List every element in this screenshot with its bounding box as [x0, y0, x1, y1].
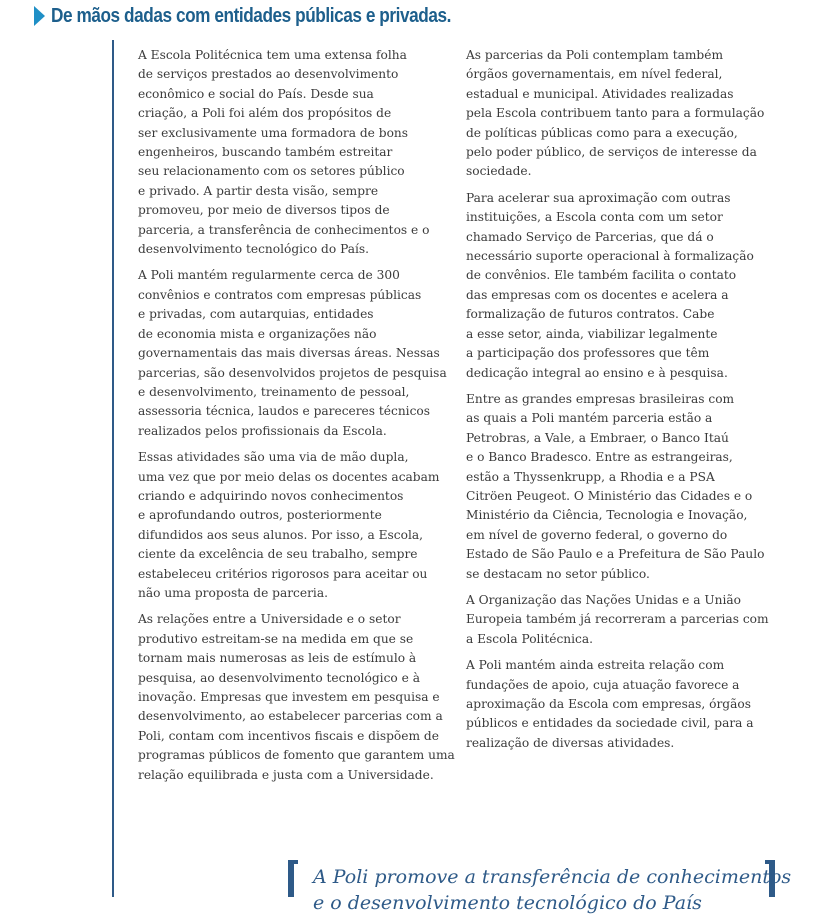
text-line: uma vez que por meio delas os docentes acabam — [138, 469, 440, 484]
text-line: e o Banco Bradesco. Entre as estrangeiras, — [466, 450, 733, 465]
text-line: Citröen Peugeot. O Ministério das Cidades e o — [466, 488, 753, 503]
vertical-rule — [112, 40, 114, 897]
text-line: realização de diversas atividades. — [466, 735, 675, 750]
text-line: se destacam no setor público. — [466, 566, 650, 581]
text-line: promoveu, por meio de diversos tipos de — [138, 203, 390, 218]
text-line: estão a Thyssenkrupp, a Rhodia e a PSA — [466, 469, 715, 484]
text-line: fundações de apoio, cuja atuação favorece a — [466, 677, 740, 692]
text-line: a Escola Politécnica. — [466, 631, 593, 646]
text-line: públicos e entidades da sociedade civil, para a — [466, 716, 754, 731]
text-line: A Organização das Nações Unidas e a União — [466, 592, 741, 607]
text-line: as quais a Poli mantém parceria estão a — [466, 411, 713, 426]
text-line: de convênios. Ele também facilita o contato — [466, 268, 737, 283]
pull-quote-line: e o desenvolvimento tecnológico do País — [313, 892, 702, 914]
text-line: programas públicos de fomento que garantem uma — [138, 748, 455, 763]
right-column — [466, 46, 781, 760]
paragraph — [138, 610, 453, 785]
text-line: difundidos aos seus alunos. Por isso, a Escola, — [138, 527, 423, 542]
text-line: criando e adquirindo novos conhecimentos — [138, 488, 404, 503]
text-line: sociedade. — [466, 164, 532, 179]
quote-bracket-left — [288, 860, 298, 897]
text-line: estabeleceu critérios rigorosos para aceitar ou — [138, 566, 428, 581]
paragraph — [138, 448, 453, 603]
text-line: desenvolvimento, ao estabelecer parcerias com a — [138, 709, 443, 724]
text-line: A Poli mantém ainda estreita relação com — [466, 658, 725, 673]
paragraph — [138, 266, 453, 441]
text-line: econômico e social do País. Desde sua — [138, 86, 374, 101]
text-line: parceria, a transferência de conhecimentos e o — [138, 222, 430, 237]
pull-quote-line: A Poli promove a transferência de conhecimentos — [313, 866, 792, 888]
text-line: desenvolvimento tecnológico do País. — [138, 242, 370, 257]
text-line: seu relacionamento com os setores público — [138, 164, 405, 179]
section-title: De mãos dadas com entidades públicas e privadas. — [51, 4, 451, 27]
text-line: dedicação integral ao ensino e à pesquisa. — [466, 365, 728, 380]
text-line: Ministério da Ciência, Tecnologia e Inovação, — [466, 508, 748, 523]
text-line: criação, a Poli foi além dos propósitos de — [138, 106, 392, 121]
paragraph — [466, 46, 781, 182]
text-line: de economia mista e organizações não — [138, 326, 377, 341]
text-line: ciente da excelência de seu trabalho, sempre — [138, 547, 418, 562]
text-line: e privado. A partir desta visão, sempre — [138, 183, 379, 198]
text-line: convênios e contratos com empresas públicas — [138, 287, 422, 302]
text-line: produtivo estreitam-se na medida em que se — [138, 631, 414, 646]
text-line: governamentais das mais diversas áreas. Nessas — [138, 346, 440, 361]
paragraph — [466, 591, 781, 649]
text-line: necessário suporte operacional à formalização — [466, 249, 754, 264]
text-line: Europeia também já recorreram a parcerias com — [466, 612, 769, 627]
text-line: a participação dos professores que têm — [466, 346, 710, 361]
text-line: aproximação da Escola com empresas, órgãos — [466, 697, 751, 711]
text-line: pela Escola contribuem tanto para a formulação — [466, 106, 765, 121]
text-line: parcerias, são desenvolvidos projetos de pesquisa — [138, 365, 447, 380]
text-line: das empresas com os docentes e acelera a — [466, 287, 729, 302]
paragraph — [466, 189, 781, 383]
text-line: formalização de futuros contratos. Cabe — [466, 307, 715, 322]
section-header — [34, 3, 516, 29]
text-line: Entre as grandes empresas brasileiras com — [466, 391, 735, 406]
text-line: e desenvolvimento, treinamento de pessoal, — [138, 384, 410, 399]
text-line: assessoria técnica, laudos e pareceres técnicos — [138, 404, 431, 419]
text-line: engenheiros, buscando também estreitar — [138, 145, 393, 160]
text-line: As relações entre a Universidade e o setor — [138, 612, 401, 627]
text-line: não uma proposta de parceria. — [138, 585, 328, 600]
text-line: de políticas públicas como para a execução, — [466, 125, 738, 140]
quote-bracket-right — [765, 860, 775, 897]
text-line: instituições, a Escola conta com um setor — [466, 210, 723, 225]
text-line: inovação. Empresas que investem em pesquisa e — [138, 690, 440, 704]
text-line: Para acelerar sua aproximação com outras — [466, 190, 731, 205]
text-line: Essas atividades são uma via de mão dupla, — [138, 450, 409, 465]
text-line: e aprofundando outros, posteriormente — [138, 508, 382, 523]
paragraph — [138, 46, 453, 259]
arrow-bullet-icon — [34, 6, 45, 26]
text-line: em nível de governo federal, o governo do — [466, 527, 728, 542]
text-line: A Escola Politécnica tem uma extensa folha — [138, 48, 407, 62]
paragraph — [466, 656, 781, 753]
text-line: realizados pelos profissionais da Escola. — [138, 423, 387, 438]
text-line: chamado Serviço de Parcerias, que dá o — [466, 229, 714, 244]
paragraph — [466, 390, 781, 584]
text-line: e privadas, com autarquias, entidades — [138, 307, 374, 322]
text-line: A Poli mantém regularmente cerca de 300 — [138, 268, 400, 283]
text-line: a esse setor, ainda, viabilizar legalmente — [466, 326, 718, 341]
text-line: de serviços prestados ao desenvolvimento — [138, 67, 399, 82]
text-line: Poli, contam com incentivos fiscais e dispõem de — [138, 728, 439, 743]
text-line: Petrobras, a Vale, a Embraer, o Banco Itaú — [466, 430, 729, 445]
text-line: relação equilibrada e justa com a Universidade. — [138, 767, 434, 782]
text-line: Estado de São Paulo e a Prefeitura de São Paulo — [466, 547, 765, 562]
text-line: tornam mais numerosas as leis de estímulo à — [138, 651, 417, 666]
text-line: pelo poder público, de serviços de interesse da — [466, 145, 757, 160]
pull-quote — [313, 864, 791, 916]
text-line: As parcerias da Poli contemplam também — [466, 48, 724, 62]
text-line: órgãos governamentais, em nível federal, — [466, 67, 723, 82]
text-line: ser exclusivamente uma formadora de bons — [138, 125, 409, 140]
left-column — [138, 46, 453, 792]
text-line: pesquisa, ao desenvolvimento tecnológico e à — [138, 670, 420, 685]
text-line: estadual e municipal. Atividades realizadas — [466, 86, 734, 101]
